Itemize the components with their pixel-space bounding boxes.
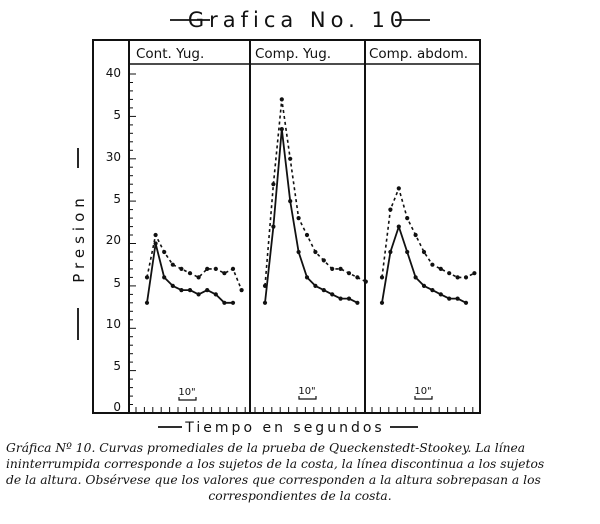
panel-3-dashed-point-2 [397,186,401,190]
panel-1-solid-point-9 [222,301,226,305]
panel-2-dashed-point-11 [355,275,359,279]
panel-title-3: Comp. abdom. [369,46,469,62]
y-tick-label-5: 5 [113,359,121,373]
panel-2-dashed-point-10 [347,271,351,275]
panel-3-dashed-point-11 [472,271,476,275]
panel-2-dashed-point-1 [271,182,275,186]
panel-2-dashed-point-2 [280,97,284,101]
panel-3-solid-point-1 [388,250,392,254]
panel-2-dashed-point-8 [330,267,334,271]
panel-1-dashed-point-5 [188,271,192,275]
panel-3-dashed-point-4 [414,233,418,237]
y-tick-label-25: 5 [113,192,121,206]
y-tick-label-30: 30 [105,150,121,164]
panel-3-solid-point-5 [422,284,426,288]
panel-2-dashed-point-6 [313,250,317,254]
panel-2-dashed-point-5 [305,233,309,237]
caption-line-4: correspondientes de la costa. [208,489,392,503]
panel-1-dashed-point-7 [205,267,209,271]
series-layer [145,97,477,305]
panel-title-1: Cont. Yug. [136,46,205,62]
y-tick-label-35: 5 [113,108,121,122]
y-tick-label-20: 20 [105,233,121,247]
panel-3-dashed-point-0 [380,275,384,279]
plot-frame [93,40,480,413]
time-marker-label-3: 10" [414,386,432,397]
panel-2-dashed-point-7 [322,258,326,262]
panel-3-dashed-point-8 [447,271,451,275]
panel-1-dashed-point-11 [240,288,244,292]
panel-1-solid-point-7 [205,288,209,292]
caption-line-3: de la altura. Obsérvese que los valores que corresponden a la altura sobrepasan a los [6,473,541,487]
panel-3-dashed-point-3 [405,216,409,220]
panel-2-dashed-point-9 [339,267,343,271]
panel-2-solid-point-5 [305,275,309,279]
panel-1-solid-point-0 [145,301,149,305]
y-tick-label-0: 0 [113,400,121,414]
panel-3-solid-line [382,227,466,303]
panel-2-solid-point-10 [347,297,351,301]
panel-2-solid-point-9 [339,297,343,301]
panel-1-dashed-point-3 [171,263,175,267]
caption-line-2: ininterrumpida corresponde a los sujetos de la costa, la línea discontinua a los sujetos [6,457,545,471]
panel-3-dashed-point-6 [430,263,434,267]
time-marker-label-1: 10" [178,387,196,398]
panel-2-solid-point-2 [280,127,284,131]
y-tick-label-15: 5 [113,276,121,290]
panel-3-dashed-point-1 [388,208,392,212]
panel-2-dashed-point-4 [297,216,301,220]
figure-caption [6,440,594,504]
panel-3-dashed-point-7 [439,267,443,271]
panel-2-dashed-point-0 [263,284,267,288]
panel-3-solid-point-6 [430,288,434,292]
panel-1-dashed-point-0 [145,275,149,279]
panel-1-solid-point-3 [171,284,175,288]
panel-1-dashed-point-1 [154,233,158,237]
tick-marks [129,74,473,413]
panel-2-solid-point-0 [263,301,267,305]
panel-1-dashed-point-9 [222,271,226,275]
panel-3-solid-point-3 [405,250,409,254]
caption-line-1: Gráfica Nº 10. Curvas promediales de la prueba de Queckenstedt-Stookey. La línea [6,441,526,455]
panel-2-solid-point-11 [355,301,359,305]
panel-2-dashed-point-12 [364,280,368,284]
panel-1-dashed-point-10 [231,267,235,271]
panel-2-dashed-point-3 [288,157,292,161]
panel-1-dashed-point-4 [179,267,183,271]
panel-1-dashed-point-2 [162,250,166,254]
panel-1-solid-point-6 [197,292,201,296]
panel-3-solid-point-10 [464,301,468,305]
panel-2-solid-point-7 [322,288,326,292]
x-axis-label: Tiempo en segundos [185,420,385,436]
panel-3-solid-point-9 [456,297,460,301]
time-marker-label-2: 10" [298,386,316,397]
panel-1-solid-point-2 [162,275,166,279]
y-tick-label-40: 40 [105,66,121,80]
y-axis-label: Presion [70,193,88,283]
panel-1-solid-point-8 [214,292,218,296]
panel-3-solid-point-8 [447,297,451,301]
panel-1-dashed-point-6 [197,275,201,279]
panel-1-solid-point-5 [188,288,192,292]
panel-2-solid-point-3 [288,199,292,203]
panel-title-2: Comp. Yug. [255,46,332,62]
y-tick-label-10: 10 [105,317,121,331]
panel-2-solid-point-1 [271,225,275,229]
panel-3-solid-point-7 [439,292,443,296]
panel-3-dashed-point-10 [464,275,468,279]
panel-2-solid-point-8 [330,292,334,296]
panel-1-solid-point-4 [179,288,183,292]
panel-3-dashed-point-9 [456,275,460,279]
panel-2-solid-line [265,129,357,303]
panel-3-dashed-point-5 [422,250,426,254]
panel-2-dashed-line [265,99,366,286]
panel-3-solid-point-2 [397,225,401,229]
chart-title: Grafica No. 10 [187,8,409,32]
panel-1-dashed-point-8 [214,267,218,271]
panel-3-solid-point-0 [380,301,384,305]
panel-2-solid-point-6 [313,284,317,288]
panel-3-solid-point-4 [414,275,418,279]
panel-1-solid-point-10 [231,301,235,305]
panel-2-solid-point-4 [297,250,301,254]
